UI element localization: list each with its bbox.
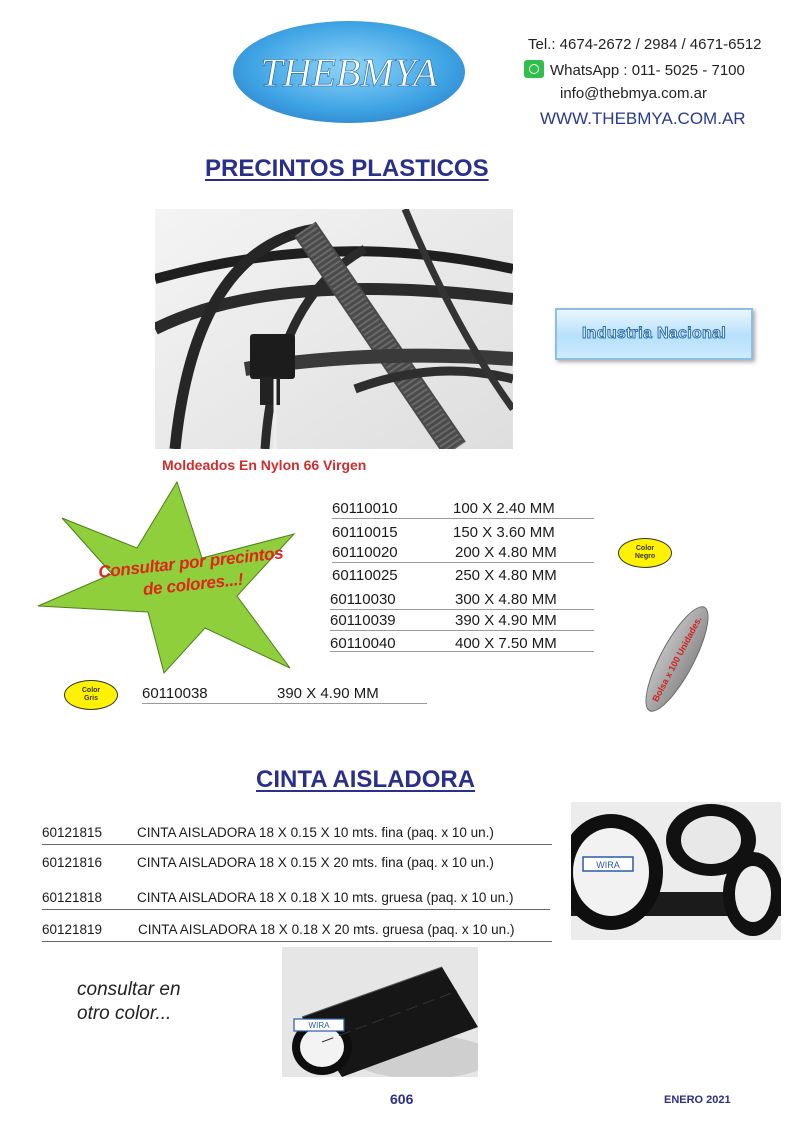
industria-nacional-badge [555, 308, 753, 360]
item-code: 60110010 [332, 500, 398, 517]
table-row [42, 890, 550, 910]
item-size: 390 X 4.90 MM [277, 685, 379, 702]
item-code: 60110025 [332, 567, 398, 584]
badge-line: Negro [634, 553, 656, 560]
bolsa-label: Bolsa x 100 Unidades. [650, 614, 704, 704]
badge-line: Gris [83, 695, 98, 702]
list-item [332, 567, 594, 586]
svg-text:THEBMYA: THEBMYA [260, 50, 438, 95]
item-desc: CINTA AISLADORA 18 X 0.18 X 10 mts. gruesa (paq. x 10 un.) [137, 890, 514, 905]
item-desc: CINTA AISLADORA 18 X 0.15 X 10 mts. fina (paq. x 10 un.) [137, 825, 494, 840]
cinta-title: CINTA AISLADORA [256, 766, 476, 793]
item-code: 60121819 [42, 922, 103, 937]
list-item [332, 524, 594, 543]
item-code: 60110039 [330, 612, 396, 629]
list-item [330, 635, 594, 652]
phone-text: Tel.: 4674-2672 / 2984 / 4671-6512 [528, 36, 762, 53]
list-item-gris [142, 685, 427, 704]
item-size: 390 X 4.90 MM [455, 612, 557, 629]
material-subtitle: Moldeados En Nylon 66 Virgen [162, 457, 367, 473]
whatsapp-text: WhatsApp : 011- 5025 - 7100 [550, 62, 745, 79]
item-code: 60110030 [330, 591, 396, 608]
list-item [330, 612, 594, 631]
email-text: info@thebmya.com.ar [560, 85, 707, 102]
item-code: 60110040 [330, 635, 396, 652]
catalog-date: ENERO 2021 [664, 1094, 731, 1106]
item-code: 60121818 [42, 890, 103, 905]
item-size: 250 X 4.80 MM [455, 567, 557, 584]
item-code: 60110038 [142, 685, 208, 702]
item-size: 200 X 4.80 MM [455, 544, 557, 561]
item-desc: CINTA AISLADORA 18 X 0.15 X 20 mts. fina (paq. x 10 un.) [137, 855, 494, 870]
item-size: 150 X 3.60 MM [453, 524, 555, 541]
list-item [330, 591, 594, 610]
list-item [332, 500, 594, 519]
table-row [42, 825, 552, 845]
svg-text:WIRA: WIRA [596, 860, 620, 870]
item-code: 60110015 [332, 524, 398, 541]
item-size: 400 X 7.50 MM [455, 635, 557, 652]
item-desc: CINTA AISLADORA 18 X 0.18 X 20 mts. gruesa (paq. x 10 un.) [138, 922, 515, 937]
precintos-title: PRECINTOS PLASTICOS [205, 155, 489, 182]
table-row [42, 855, 552, 875]
color-gris-badge [64, 680, 118, 710]
item-code: 60121815 [42, 825, 103, 840]
bolsa-badge [634, 599, 719, 719]
note-line: consultar en [77, 979, 181, 1000]
item-size: 300 X 4.80 MM [455, 591, 557, 608]
tape-stack-photo [282, 947, 478, 1077]
color-negro-badge [618, 538, 672, 568]
svg-text:WIRA: WIRA [308, 1021, 330, 1030]
list-item [332, 544, 594, 563]
item-code: 60110020 [332, 544, 398, 561]
item-size: 100 X 2.40 MM [453, 500, 555, 517]
cable-ties-photo [155, 209, 513, 449]
whatsapp-line [524, 60, 745, 79]
consultar-color-note [77, 978, 181, 1026]
note-line: otro color... [77, 1003, 172, 1024]
website-text: WWW.THEBMYA.COM.AR [540, 109, 746, 128]
badge-line: Color [81, 687, 101, 694]
industria-nacional-label: Industria Nacional [581, 325, 727, 342]
tape-rolls-photo [571, 802, 781, 940]
page-number: 606 [390, 1091, 414, 1107]
item-code: 60121816 [42, 855, 103, 870]
badge-line: Color [635, 545, 655, 552]
table-row [42, 922, 552, 942]
whatsapp-icon [524, 60, 544, 78]
colores-callout: Consultar por precintos de colores...! [97, 543, 285, 600]
thebmya-logo [232, 20, 466, 124]
